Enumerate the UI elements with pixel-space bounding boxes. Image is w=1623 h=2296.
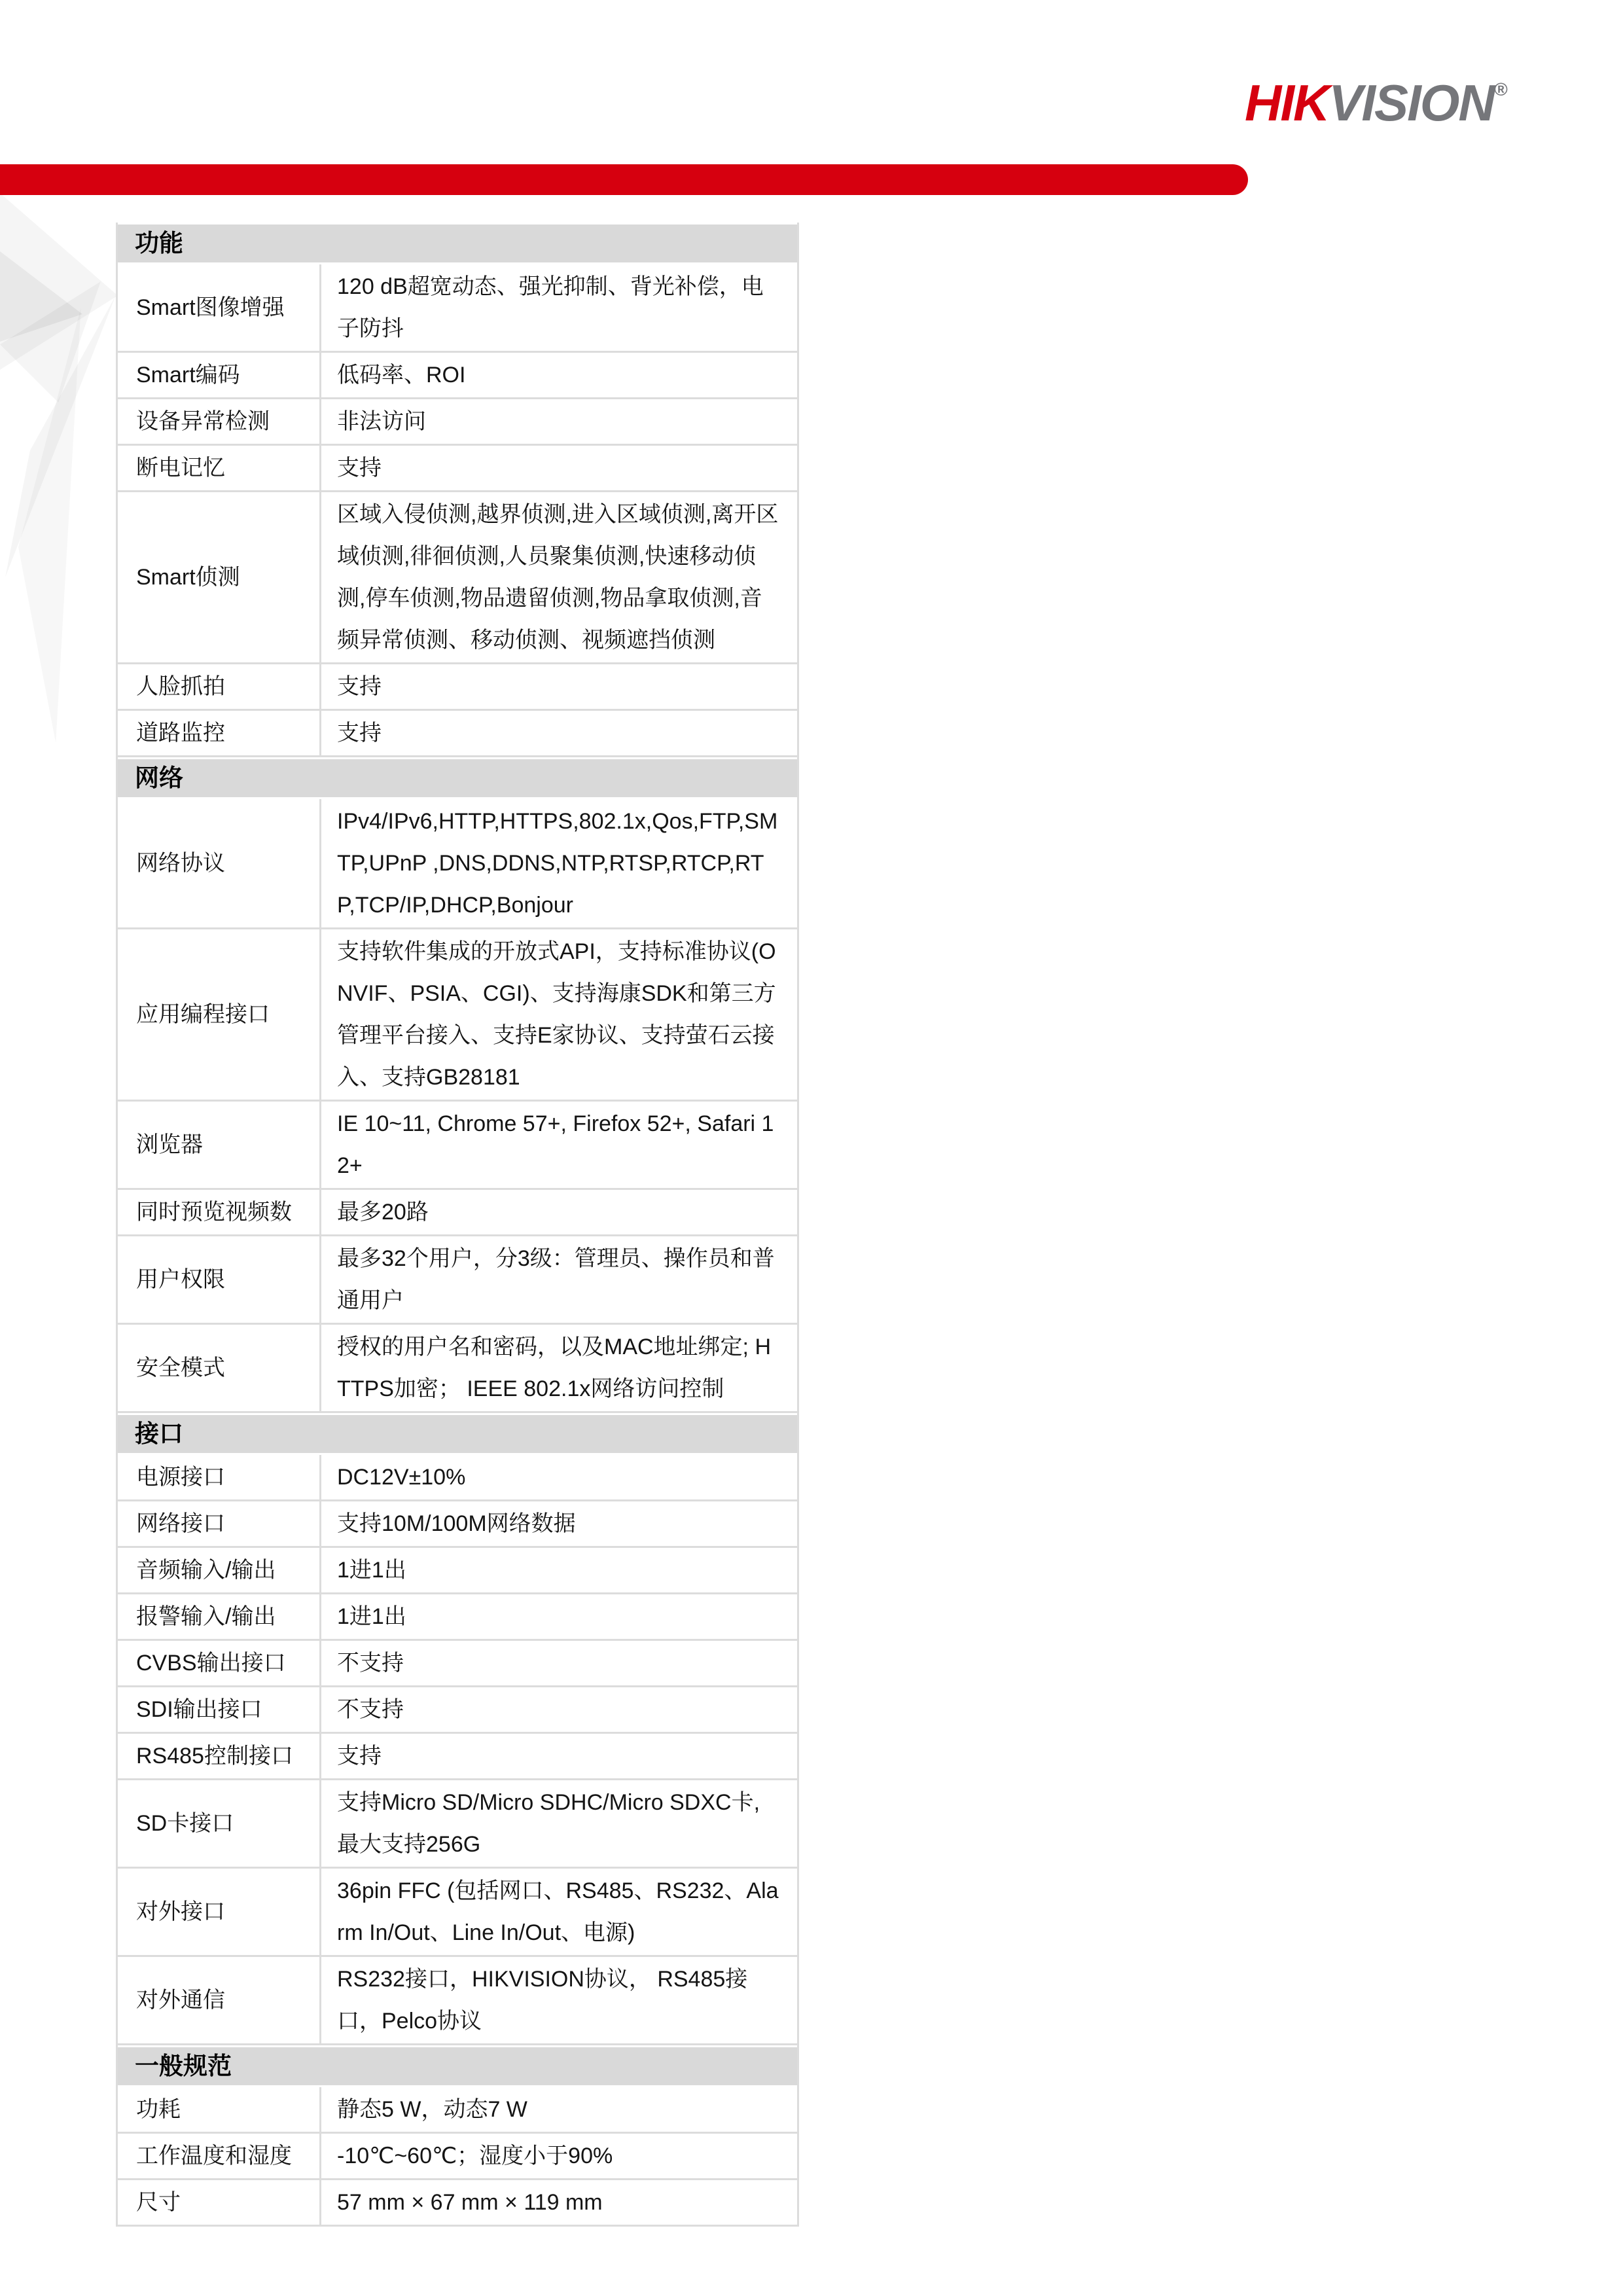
spec-row: [118, 1236, 797, 1325]
spec-row: [118, 711, 797, 757]
spec-value: 支持: [337, 1744, 382, 1768]
spec-label: 浏览器: [118, 1102, 321, 1188]
spec-row: [118, 799, 797, 929]
spec-label: Smart编码: [118, 353, 321, 397]
hikvision-logo: [1245, 74, 1508, 132]
spec-value: 最多32个用户，分3级：管理员、操作员和普通用户: [337, 1246, 775, 1313]
spec-value: DC12V±10%: [337, 1465, 466, 1490]
spec-value: 支持: [337, 674, 382, 699]
spec-value: 非法访问: [337, 409, 426, 434]
spec-label: 工作温度和湿度: [118, 2134, 321, 2178]
spec-value: 支持: [337, 456, 382, 480]
spec-label: SD卡接口: [118, 1780, 321, 1867]
spec-table: [116, 223, 799, 2227]
spec-value: 区域入侵侦测,越界侦测,进入区域侦测,离开区域侦测,徘徊侦测,人员聚集侦测,快速移动侦测,停车侦测,物品遗留侦测,物品拿取侦测,音频异常侦测、移动侦测、视频遮挡侦测: [337, 502, 779, 653]
section-header: 功能: [118, 224, 797, 262]
spec-row: [118, 1190, 797, 1236]
logo-vision-text: VISION: [1329, 74, 1494, 132]
spec-label: 电源接口: [118, 1455, 321, 1499]
spec-label: Smart图像增强: [118, 264, 321, 351]
spec-label: 同时预览视频数: [118, 1190, 321, 1234]
spec-value: IPv4/IPv6,HTTP,HTTPS,802.1x,Qos,FTP,SMTP,UPnP ,DNS,DDNS,NTP,RTSP,RTCP,RTP,TCP/IP,DHCP,Bonjour: [337, 809, 778, 918]
spec-value: 不支持: [337, 1697, 404, 1722]
spec-row: [118, 1957, 797, 2045]
spec-label: 人脸抓拍: [118, 664, 321, 709]
spec-label: 尺寸: [118, 2180, 321, 2225]
spec-row: [118, 1780, 797, 1869]
spec-row: [118, 1325, 797, 1413]
spec-value: -10℃~60℃；湿度小于90%: [337, 2144, 613, 2168]
spec-value: 57 mm × 67 mm × 119 mm: [337, 2190, 603, 2215]
spec-label: 对外通信: [118, 1957, 321, 2043]
spec-value: 支持软件集成的开放式API，支持标准协议(ONVIF、PSIA、CGI)、支持海康SDK和第三方管理平台接入、支持E家协议、支持萤石云接入、支持GB28181: [337, 939, 776, 1090]
spec-label: 设备异常检测: [118, 399, 321, 444]
section-header: 一般规范: [118, 2047, 797, 2085]
spec-label: 网络协议: [118, 799, 321, 927]
spec-row: [118, 1501, 797, 1548]
spec-row: [118, 2180, 797, 2227]
section-header: 网络: [118, 759, 797, 797]
spec-value: IE 10~11, Chrome 57+, Firefox 52+, Safari 12+: [337, 1111, 774, 1178]
red-accent-bar: [0, 164, 1248, 195]
spec-value: 支持Micro SD/Micro SDHC/Micro SDXC卡,最大支持256G: [337, 1790, 760, 1857]
spec-row: [118, 1734, 797, 1780]
spec-value: 支持: [337, 721, 382, 745]
spec-row: [118, 446, 797, 492]
spec-label: CVBS输出接口: [118, 1641, 321, 1685]
spec-value: 120 dB超宽动态、强光抑制、背光补偿，电子防抖: [337, 274, 764, 341]
spec-label: 功耗: [118, 2087, 321, 2132]
spec-label: 安全模式: [118, 1325, 321, 1411]
spec-value: RS232接口，HIKVISION协议， RS485接口，Pelco协议: [337, 1967, 748, 2034]
spec-label: 报警输入/输出: [118, 1594, 321, 1639]
spec-row: [118, 1687, 797, 1734]
section-header: 接口: [118, 1415, 797, 1453]
spec-row: [118, 2087, 797, 2134]
spec-value: 低码率、ROI: [337, 363, 466, 387]
spec-row: [118, 929, 797, 1102]
registered-trademark-symbol: ®: [1493, 79, 1508, 99]
spec-row: [118, 664, 797, 711]
spec-row: [118, 1548, 797, 1594]
spec-row: [118, 492, 797, 664]
spec-row: [118, 1455, 797, 1501]
spec-value: 支持10M/100M网络数据: [337, 1511, 576, 1536]
spec-label: Smart侦测: [118, 492, 321, 662]
spec-label: 道路监控: [118, 711, 321, 755]
spec-row: [118, 264, 797, 353]
spec-value: 不支持: [337, 1651, 404, 1676]
spec-label: 对外接口: [118, 1869, 321, 1955]
spec-label: RS485控制接口: [118, 1734, 321, 1778]
spec-label: 用户权限: [118, 1236, 321, 1323]
spec-row: [118, 1641, 797, 1687]
spec-row: [118, 399, 797, 446]
spec-value: 1进1出: [337, 1558, 406, 1583]
spec-label: 音频输入/输出: [118, 1548, 321, 1592]
spec-label: SDI输出接口: [118, 1687, 321, 1732]
spec-row: [118, 353, 797, 399]
spec-value: 最多20路: [337, 1200, 429, 1225]
spec-row: [118, 1594, 797, 1641]
spec-value: 授权的用户名和密码，以及MAC地址绑定; HTTPS加密； IEEE 802.1x网络访问控制: [337, 1335, 771, 1401]
logo-hik-text: HIK: [1245, 74, 1329, 132]
spec-value: 36pin FFC (包括网口、RS485、RS232、Alarm In/Out、Line In/Out、电源): [337, 1878, 779, 1945]
spec-label: 应用编程接口: [118, 929, 321, 1100]
spec-label: 断电记忆: [118, 446, 321, 490]
spec-row: [118, 1102, 797, 1190]
spec-row: [118, 2134, 797, 2180]
spec-row: [118, 1869, 797, 1957]
spec-label: 网络接口: [118, 1501, 321, 1546]
spec-value: 1进1出: [337, 1604, 406, 1629]
spec-value: 静态5 W，动态7 W: [337, 2097, 527, 2122]
